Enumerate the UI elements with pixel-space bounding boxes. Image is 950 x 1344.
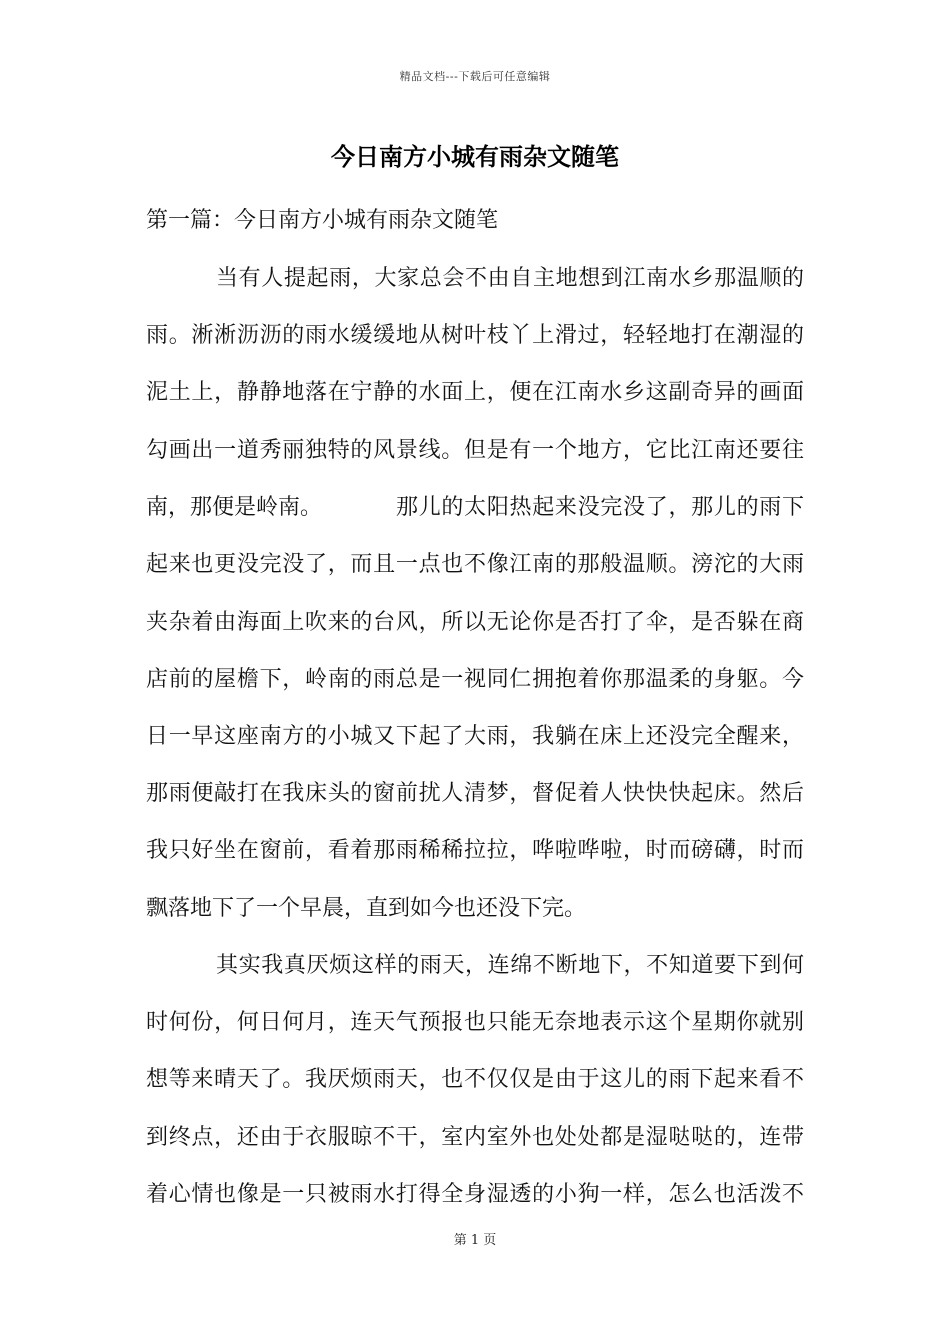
page-header: 精品文档---下载后可任意编辑 xyxy=(399,70,551,83)
paragraph-line: 泥土上，静静地落在宁静的水面上，便在江南水乡这副奇异的画面 xyxy=(146,380,804,405)
paragraph-line: 那雨便敲打在我床头的窗前扰人清梦，督促着人快快快起床。然后 xyxy=(146,781,804,806)
paragraph-line: 南，那便是岭南。 xyxy=(146,495,323,520)
paragraph-line: 想等来晴天了。我厌烦雨天，也不仅仅是由于这儿的雨下起来看不 xyxy=(146,1067,804,1092)
paragraph-line: 雨。淅淅沥沥的雨水缓缓地从树叶枝丫上滑过，轻轻地打在潮湿的 xyxy=(146,323,804,348)
paragraph-line: 勾画出一道秀丽独特的风景线。但是有一个地方，它比江南还要往 xyxy=(146,438,804,463)
paragraph-line: 起来也更没完没了，而且一点也不像江南的那般温顺。滂沱的大雨 xyxy=(146,552,804,577)
section-heading: 第一篇：今日南方小城有雨杂文随笔 xyxy=(146,208,499,233)
paragraph-line: 日一早这座南方的小城又下起了大雨，我躺在床上还没完全醒来， xyxy=(146,724,804,749)
paragraph-line: 夹杂着由海面上吹来的台风，所以无论你是否打了伞，是否躲在商 xyxy=(146,610,804,635)
paragraph-line: 到终点，还由于衣服晾不干，室内室外也处处都是湿哒哒的，连带 xyxy=(146,1125,804,1150)
paragraph-line: 我只好坐在窗前，看着那雨稀稀拉拉，哗啦哗啦，时而磅礴，时而 xyxy=(146,838,804,863)
paragraph-line: 那儿的太阳热起来没完没了，那儿的雨下 xyxy=(396,495,804,520)
paragraph-line: 时何份，何日何月，连天气预报也只能无奈地表示这个星期你就别 xyxy=(146,1010,804,1035)
document-title: 今日南方小城有雨杂文随笔 xyxy=(331,142,619,171)
paragraph-line: 着心情也像是一只被雨水打得全身湿透的小狗一样，怎么也活泼不 xyxy=(146,1182,804,1207)
paragraph-line: 当有人提起雨，大家总会不由自主地想到江南水乡那温顺的 xyxy=(216,266,804,291)
page-number: 第 1 页 xyxy=(453,1233,497,1248)
paragraph-line: 其实我真厌烦这样的雨天，连绵不断地下，不知道要下到何 xyxy=(216,953,804,978)
paragraph-line: 飘落地下了一个早晨，直到如今也还没下完。 xyxy=(146,896,587,921)
paragraph-line: 店前的屋檐下，岭南的雨总是一视同仁拥抱着你那温柔的身躯。今 xyxy=(146,667,804,692)
